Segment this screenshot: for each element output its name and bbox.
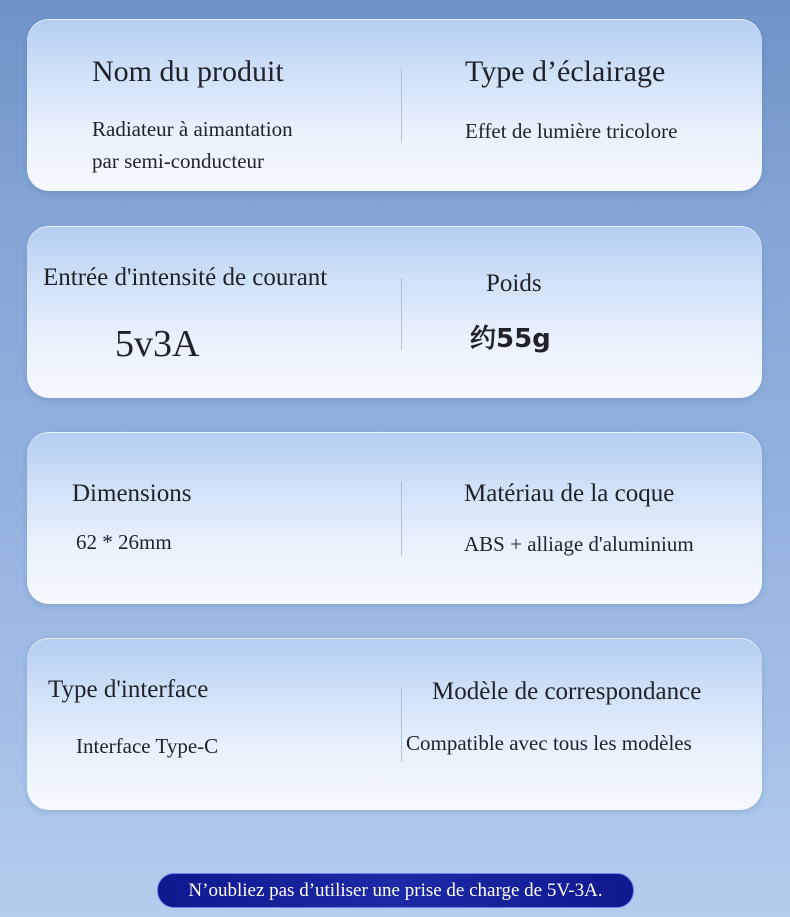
charger-reminder-banner: N’oubliez pas d’utiliser une prise de charge de 5V-3A. [157,873,634,908]
spec-card-interface [27,638,762,810]
product-name-value-line1: Radiateur à aimantation [92,117,293,141]
dimensions-value: 62 * 26mm [76,530,172,554]
card-divider [401,688,402,762]
spec-card-dimensions [27,432,762,604]
interface-type-value: Interface Type-C [76,734,219,758]
compatibility-value: Compatible avec tous les modèles [406,731,692,755]
current-input-value: 5v3A [115,323,200,365]
card-divider [401,278,402,350]
weight-title: Poids [486,270,542,297]
weight-value: 约55g [470,324,551,354]
product-name-title: Nom du produit [92,55,284,88]
compatibility-title: Modèle de correspondance [432,678,702,705]
lighting-type-value: Effet de lumière tricolore [465,119,678,143]
spec-card-power [27,226,762,398]
shell-material-value: ABS + alliage d'aluminium [464,532,694,556]
current-input-title: Entrée d'intensité de courant [43,264,328,291]
card-divider [401,482,402,556]
shell-material-title: Matériau de la coque [464,480,675,507]
dimensions-title: Dimensions [72,480,192,507]
product-name-value-line2: par semi-conducteur [92,149,265,173]
lighting-type-title: Type d’éclairage [465,55,666,88]
card-divider [401,69,402,143]
spec-card-product [27,19,762,191]
interface-type-title: Type d'interface [48,676,209,703]
